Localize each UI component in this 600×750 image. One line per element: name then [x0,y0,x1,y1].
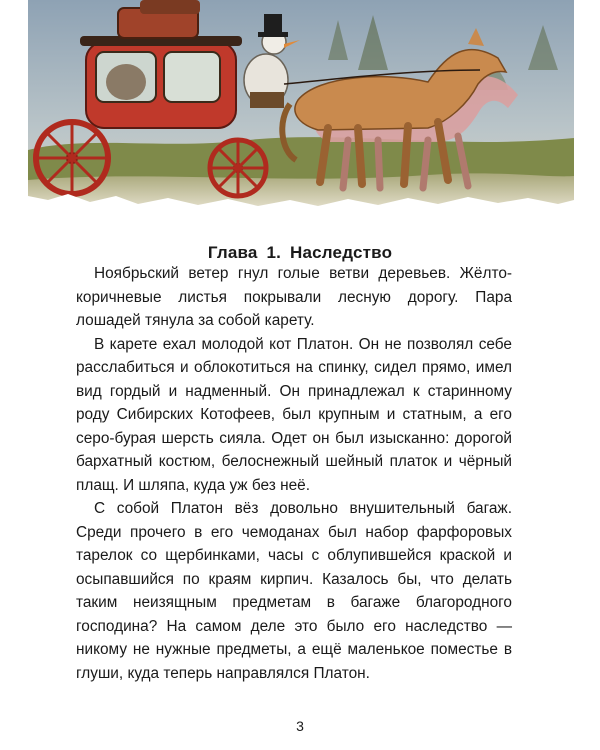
paragraph: В карете ехал молодой кот Платон. Он не позволял себе расслабиться и облокотиться на спинку, сидел прямо, имел вид гордый и надменный. Он принадлежал к старинному роду Сибирских Котофеев, был крупным и статным, а его серо-бурая шерсть сияла. Одет он был изысканно: дорогой бархатный костюм, белоснежный шейный платок и чёрный плащ. И шляпа, куда уж без неё. [76,335,512,494]
front-wheel [210,140,266,196]
paragraph: Ноябрьский ветер гнул голые ветви деревьев. Жёлто-коричневые листья покрывали лесную дорогу. Пара лошадей тянула за собой карету. [76,265,512,329]
rear-wheel [36,122,108,194]
page-number: 3 [296,718,304,734]
cat-passenger [106,64,146,100]
chapter-title: Глава 1. Наследство [207,243,393,263]
paragraph: С собой Платон вёз довольно внушительный багаж. Среди прочего в его чемоданах был набор фарфоровых тарелок со щербинками, часы с облупившейся краской и осыпавшийся по краям кирпич. Казалось бы, что делать таким неизящным предметам в багаже благородного господина? На самом деле это было его наследство — никому не нужные предметы, а ещё маленькое поместье в глуши, куда теперь направлялся Платон. [76,500,512,682]
chapter-illustration [28,0,574,212]
chapter-body [76,262,512,685]
